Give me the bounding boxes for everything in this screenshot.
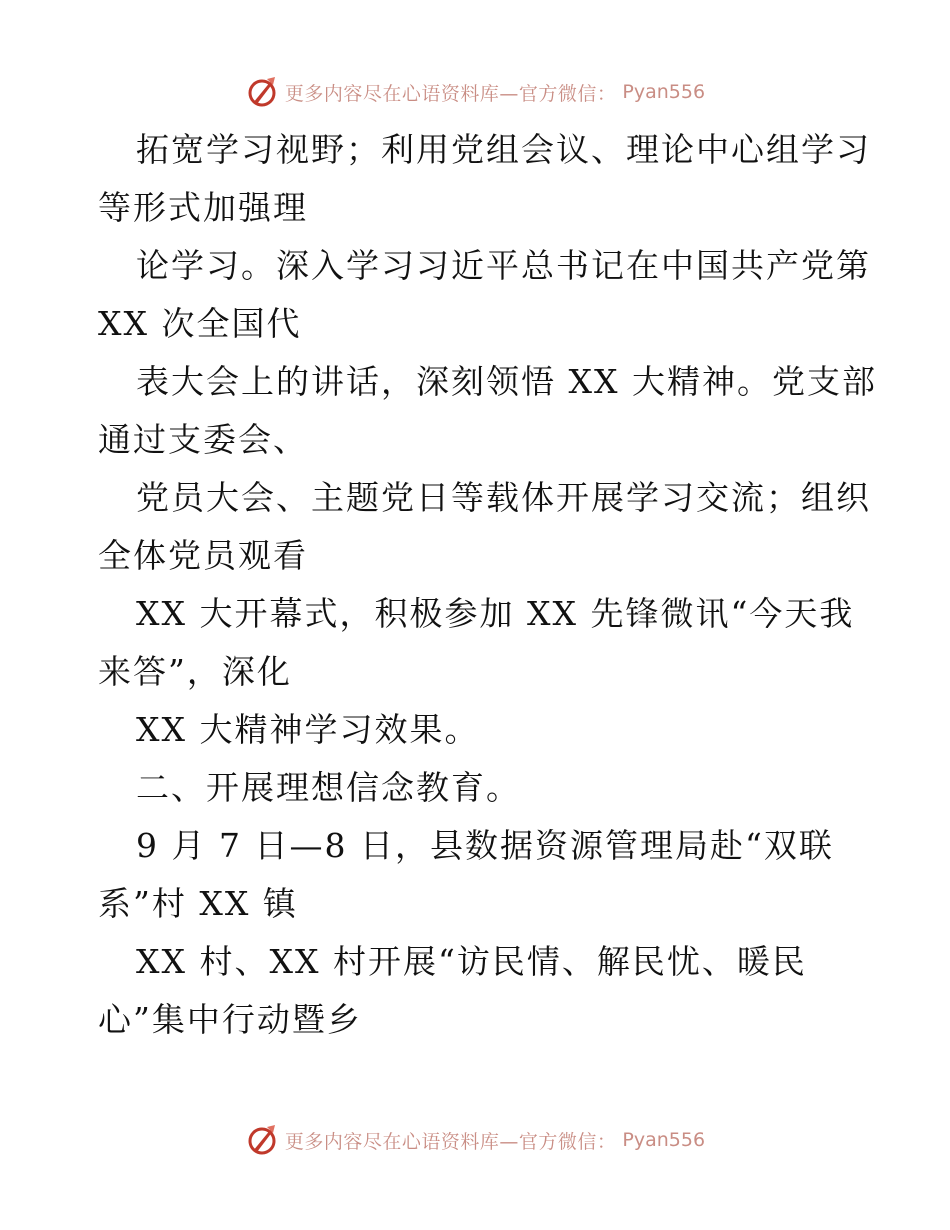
watermark-text: 更多内容尽在心语资料库—官方微信： [284,82,617,105]
quill-pen-logo-icon [245,1123,279,1157]
body-text-line: XX 次全国代 [98,304,302,343]
body-text-line: 二、开展理想信念教育。 [136,768,521,807]
body-text-line: 系”村 XX 镇 [98,884,298,923]
watermark-id: Pyan556 [622,1129,706,1151]
quill-pen-logo-icon [245,75,279,109]
watermark-text: 更多内容尽在心语资料库—官方微信： [284,1130,617,1153]
body-text-line: XX 大精神学习效果。 [136,710,480,749]
document-body [98,121,877,1049]
body-text-line: 论学习。深入学习习近平总书记在中国共产党第 [136,246,871,285]
body-text-line: XX 大开幕式，积极参加 XX 先锋微讯“今天我 [136,594,855,633]
body-text-line: 表大会上的讲话，深刻领悟 XX 大精神。党支部 [136,362,877,401]
body-text-line: XX 村、XX 村开展“访民情、解民忧、暖民 [136,942,807,981]
body-text-line: 来答”，深化 [98,652,292,691]
body-text-line: 党员大会、主题党日等载体开展学习交流；组织 [136,478,871,517]
watermark-id: Pyan556 [622,81,706,103]
body-text-line: 9 月 7 日—8 日，县数据资源管理局赴“双联 [136,826,834,865]
footer-watermark [0,1120,950,1160]
body-text-line: 心”集中行动暨乡 [98,1000,362,1039]
body-text-line: 全体党员观看 [98,536,308,575]
body-text-line: 拓宽学习视野；利用党组会议、理论中心组学习 [136,130,871,169]
body-text-line: 等形式加强理 [98,188,308,227]
body-text-line: 通过支委会、 [98,420,308,459]
header-watermark [0,72,950,112]
